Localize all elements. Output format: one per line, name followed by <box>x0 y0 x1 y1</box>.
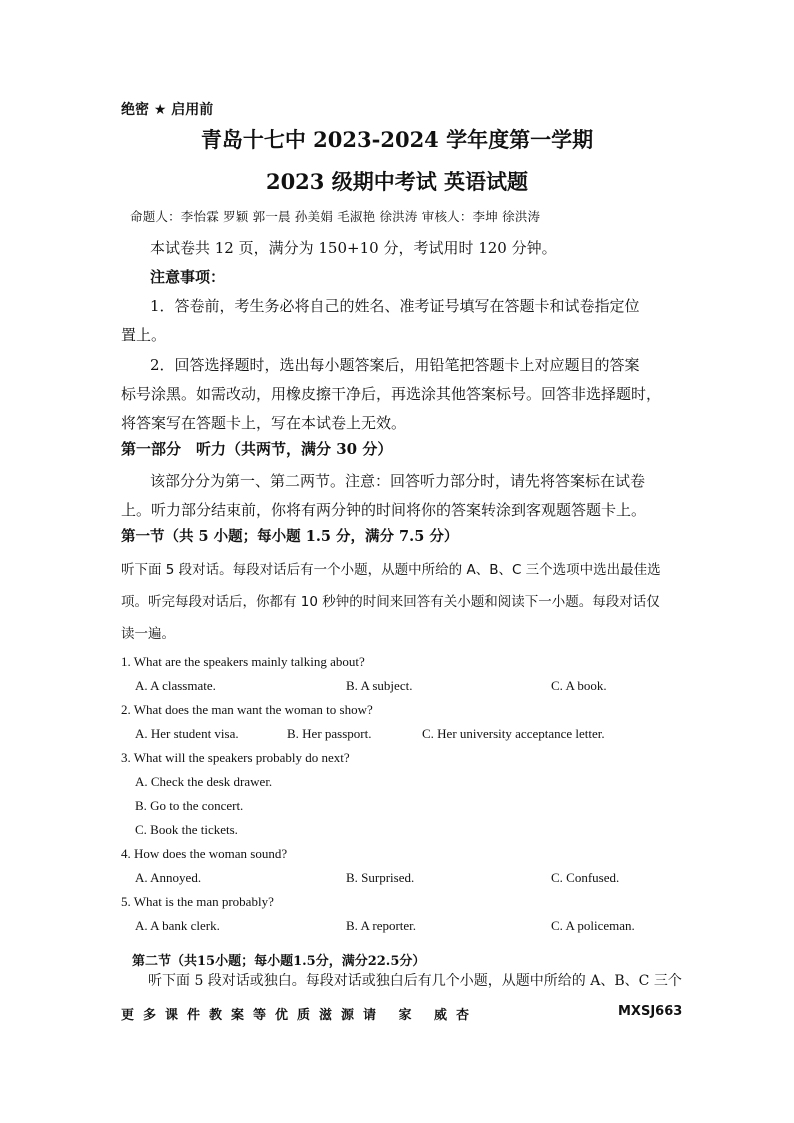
exam-subtitle: 2023 级期中考试 英语试题 <box>265 169 529 194</box>
confidential-label: 绝密 ★ 启用前 <box>121 102 214 118</box>
section2-title: 第二节（共15小题；每小题1.5分，满分22.5分） <box>132 954 426 969</box>
question-1-option-a: A. A classmate. <box>135 678 216 693</box>
footer-promo-text: 更多课件教案等优质滋源请 家 威杏 <box>121 1008 479 1023</box>
notice-title: 注意事项： <box>150 268 226 286</box>
question-2-option-c: C. Her university acceptance letter. <box>422 726 605 741</box>
section1-instruction-line3: 读一遍。 <box>121 626 175 642</box>
question-2-option-a: A. Her student visa. <box>135 726 239 741</box>
notice-1-line2: 置上。 <box>121 326 167 344</box>
question-4-option-c: C. Confused. <box>551 870 620 885</box>
question-3-stem: 3. What will the speakers probably do next? <box>121 750 350 765</box>
question-3-option-a: A. Check the desk drawer. <box>135 774 273 789</box>
notice-1-line1: 1．答卷前，考生务必将自己的姓名、准考证号填写在答题卡和试卷指定位 <box>150 297 640 315</box>
question-4-option-b: B. Surprised. <box>346 870 415 885</box>
exam-title: 青岛十七中 2023-2024 学年度第一学期 <box>200 127 594 152</box>
part1-desc-line1: 该部分分为第一、第二两节。注意：回答听力部分时，请先将答案标在试卷 <box>150 472 646 490</box>
exam-summary: 本试卷共 12 页，满分为 150+10 分，考试用时 120 分钟。 <box>150 239 557 257</box>
question-4-option-a: A. Annoyed. <box>135 870 202 885</box>
question-2-option-b: B. Her passport. <box>287 726 372 741</box>
question-1-stem: 1. What are the speakers mainly talking about? <box>121 654 365 669</box>
question-1-option-b: B. A subject. <box>346 678 413 693</box>
authors-line: 命题人：李怡霖 罗颖 郭一晨 孙美娟 毛淑艳 徐洪涛 审核人：李坤 徐洪涛 <box>130 209 541 224</box>
notice-2-line1: 2．回答选择题时，选出每小题答案后，用铅笔把答题卡上对应题目的答案 <box>150 356 640 374</box>
question-1-option-c: C. A book. <box>551 678 607 693</box>
question-5-option-b: B. A reporter. <box>346 918 417 933</box>
part1-desc-line2: 上。听力部分结束前，你将有两分钟的时间将你的答案转涂到客观题答题卡上。 <box>121 501 647 519</box>
question-5-option-a: A. A bank clerk. <box>135 918 220 933</box>
question-3-option-c: C. Book the tickets. <box>135 822 238 837</box>
notice-2-line3: 将答案写在答题卡上，写在本试卷上无效。 <box>121 414 407 432</box>
question-5-stem: 5. What is the man probably? <box>121 894 274 909</box>
section1-instruction-line2: 项。听完每段对话后，你都有 10 秒钟的时间来回答有关小题和阅读下一小题。每段对话仅 <box>121 594 660 610</box>
section1-instruction-line1: 听下面 5 段对话。每段对话后有一个小题，从题中所给的 A、B、C 三个选项中选出最佳选 <box>121 562 661 578</box>
question-3-option-b: B. Go to the concert. <box>135 798 244 813</box>
notice-2-line2: 标号涂黑。如需改动，用橡皮擦干净后，再选涂其他答案标号。回答非选择题时， <box>121 385 662 403</box>
footer-code: MXSJ663 <box>618 1004 683 1019</box>
question-2-stem: 2. What does the man want the woman to show? <box>121 702 373 717</box>
part1-title: 第一部分 听力（共两节，满分 30 分） <box>121 440 393 458</box>
question-4-stem: 4. How does the woman sound? <box>121 846 288 861</box>
section2-instruction-line1: 听下面 5 段对话或独白。每段对话或独白后有几个小题，从题中所给的 A、B、C 三个 <box>148 973 682 989</box>
question-5-option-c: C. A policeman. <box>551 918 635 933</box>
section1-title: 第一节（共 5 小题；每小题 1.5 分，满分 7.5 分） <box>121 528 459 545</box>
